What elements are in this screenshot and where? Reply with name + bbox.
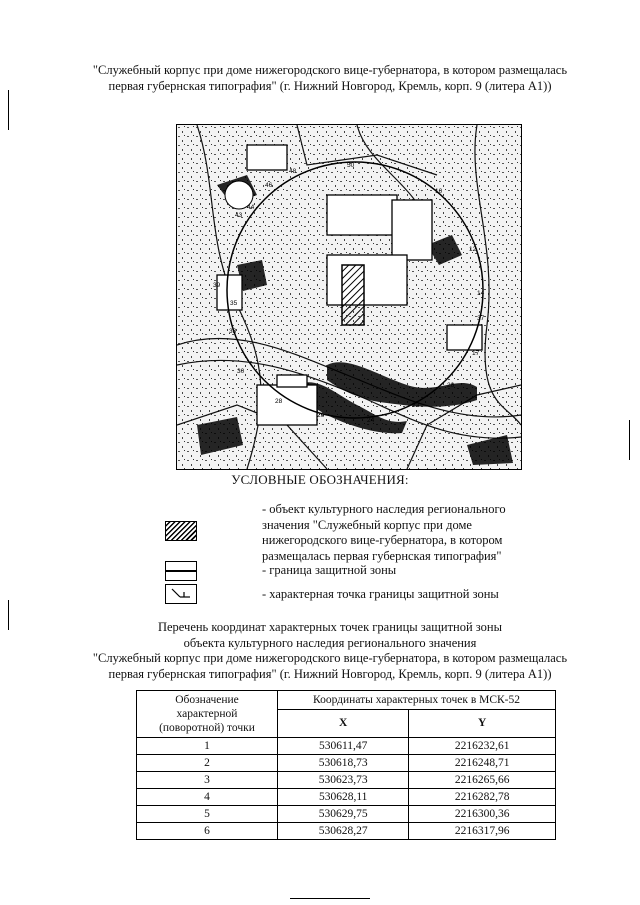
left-edge-mark [8, 90, 9, 130]
point-number: 5 [137, 806, 278, 823]
x-coordinate: 530611,47 [278, 738, 409, 755]
map-label: 17 [472, 350, 480, 357]
map-label: 50 [347, 162, 355, 169]
heritage-object [342, 265, 364, 325]
heading-line: объекта культурного наследия регионального значения [183, 635, 477, 650]
legend-text-line: нижегородского вице-губернатора, в котором [262, 533, 503, 547]
map-label: 33 [229, 328, 237, 335]
title-line-2: первая губернская типография" (г. Нижний Новгород, Кремль, корп. 9 (литера А1)) [108, 79, 552, 93]
heading-line: "Служебный корпус при доме нижегородского вице-губернатора, в котором размещалась [92, 651, 568, 665]
legend-item-boundary: - граница защитной зоны [262, 563, 397, 577]
y-coordinate: 2216265,66 [409, 772, 556, 789]
x-coordinate: 530623,73 [278, 772, 409, 789]
table-row [137, 772, 556, 789]
x-coordinate: 530628,11 [278, 789, 409, 806]
table-row [137, 789, 556, 806]
map-label: 48 [289, 168, 297, 175]
table-row [137, 806, 556, 823]
point-number: 2 [137, 755, 278, 772]
y-coordinate: 2216317,96 [409, 823, 556, 840]
point-column-header [137, 691, 278, 738]
map-label: 28 [275, 398, 283, 405]
map-label: 22 [412, 402, 420, 409]
header-line: (поворотной) точки [159, 722, 255, 734]
document-title [60, 62, 600, 94]
heritage-object-symbol [165, 521, 197, 541]
table-row [137, 755, 556, 772]
y-coordinate: 2216300,36 [409, 806, 556, 823]
x-column-header: X [278, 710, 409, 738]
coordinates-column-header: Координаты характерных точек в МСК-52 [278, 691, 556, 710]
coordinates-table [136, 690, 556, 840]
map-label: 39 [213, 282, 221, 289]
x-coordinate: 530618,73 [278, 755, 409, 772]
header-line: Обозначение [175, 694, 239, 706]
map-label: 43 [235, 212, 243, 219]
coordinates-list-heading [60, 620, 600, 682]
map-label: 24 [367, 417, 375, 424]
title-line-1: "Служебный корпус при доме нижегородского вице-губернатора, в котором размещалась [92, 63, 568, 77]
map-label: 14 [477, 290, 485, 297]
y-coordinate: 2216248,71 [409, 755, 556, 772]
y-coordinate: 2216232,61 [409, 738, 556, 755]
legend-text-line: размещалась первая губернская типография" [262, 548, 502, 563]
header-line: характерной [176, 708, 238, 720]
map-label: 26 [317, 412, 325, 419]
right-edge-mark [629, 420, 630, 460]
table-row [137, 738, 556, 755]
x-coordinate: 530629,75 [278, 806, 409, 823]
map-label: 10 [435, 188, 443, 195]
x-coordinate: 530628,27 [278, 823, 409, 840]
legend-text-line: значения "Служебный корпус при доме [262, 517, 472, 532]
point-number: 1 [137, 738, 278, 755]
table-row [137, 823, 556, 840]
y-column-header: Y [409, 710, 556, 738]
map-drawing [177, 125, 521, 469]
point-number: 3 [137, 772, 278, 789]
map-label: 30 [237, 368, 245, 375]
heading-line: первая губернская типография" (г. Нижний Новгород, Кремль, корп. 9 (литера А1)) [108, 666, 552, 681]
bottom-edge-mark [290, 898, 370, 899]
site-map [176, 124, 522, 470]
y-coordinate: 2216282,78 [409, 789, 556, 806]
map-label: 44 [247, 204, 255, 211]
point-number: 4 [137, 789, 278, 806]
point-number: 6 [137, 823, 278, 840]
left-edge-mark [8, 600, 9, 630]
point-marker-symbol [165, 584, 197, 604]
map-label: 12 [469, 246, 477, 253]
map-label: 35 [230, 300, 238, 307]
legend-item-point: - характерная точка границы защитной зоны [262, 587, 499, 601]
zone-boundary-symbol [165, 561, 197, 581]
legend-item-heritage [262, 502, 562, 564]
map-label: 46 [265, 182, 273, 189]
map-label: 37 [477, 315, 485, 322]
heading-line: Перечень координат характерных точек границы защитной зоны [157, 620, 503, 634]
map-label: 20 [447, 382, 455, 389]
legend-text-line: - объект культурного наследия регионального [262, 502, 506, 516]
legend-title: УСЛОВНЫЕ ОБОЗНАЧЕНИЯ: [231, 472, 409, 487]
